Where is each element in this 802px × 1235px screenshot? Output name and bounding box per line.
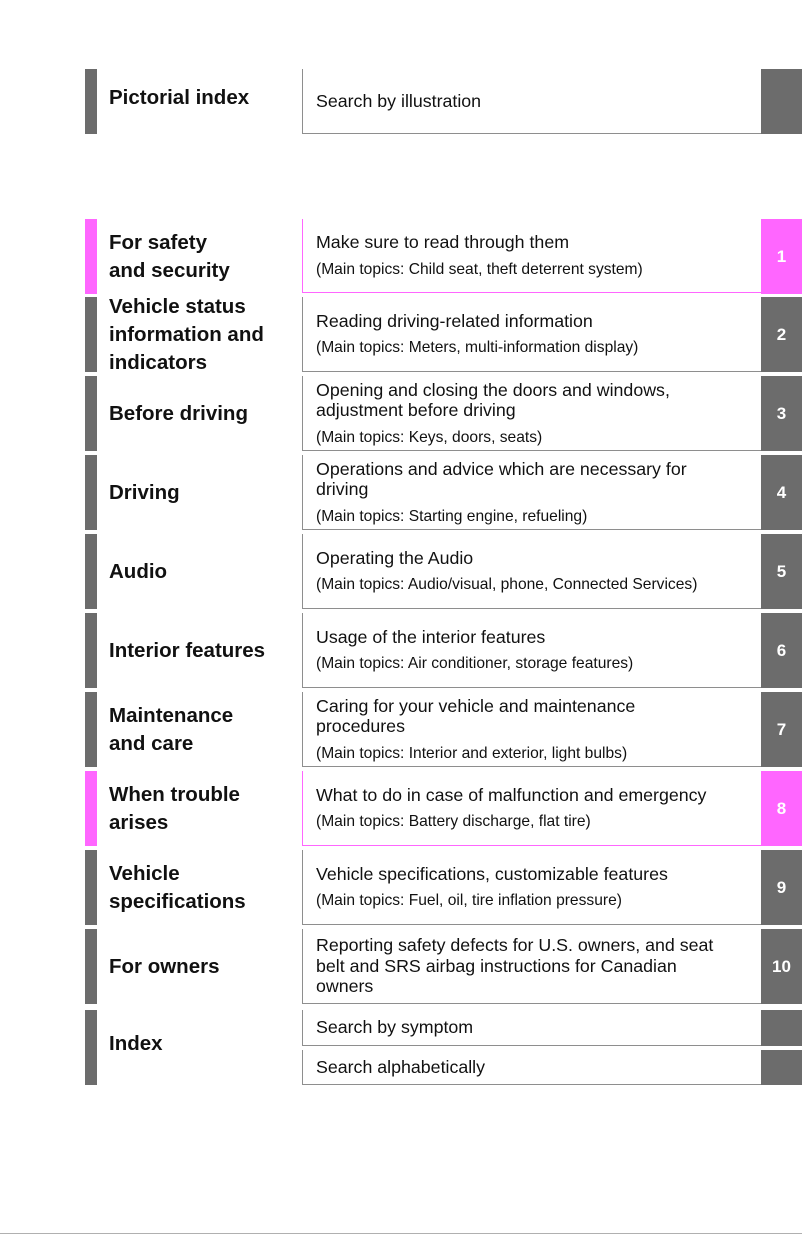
chapter-main-topics: (Main topics: Air conditioner, storage features) bbox=[316, 655, 634, 673]
chapter-description-main: Make sure to read through them bbox=[316, 232, 570, 253]
chapter-description-main: Caring for your vehicle and maintenance procedures bbox=[316, 695, 636, 736]
chapter-description-main: Operating the Audio bbox=[316, 547, 474, 568]
chapter-description[interactable] bbox=[302, 534, 761, 609]
chapter-label: Before driving bbox=[109, 401, 248, 425]
chapter-tab-8[interactable]: 8 bbox=[761, 771, 802, 846]
chapter-tab-9[interactable]: 9 bbox=[761, 850, 802, 925]
chapter-main-topics: (Main topics: Starting engine, refueling) bbox=[316, 507, 588, 525]
chapter-description[interactable] bbox=[302, 219, 761, 293]
chapter-description[interactable] bbox=[302, 613, 761, 688]
pictorial-index-label: Pictorial index bbox=[109, 86, 250, 109]
chapter-section-4[interactable] bbox=[0, 455, 802, 530]
chapter-section-9[interactable] bbox=[0, 850, 802, 925]
chapter-tab-2[interactable]: 2 bbox=[761, 297, 802, 372]
chapter-description-main: Opening and closing the doors and windows, adjustment before driving bbox=[316, 379, 670, 420]
chapter-label: Audio bbox=[109, 559, 168, 583]
section-bar bbox=[85, 1010, 97, 1085]
chapter-description[interactable] bbox=[302, 455, 761, 530]
chapter-section-5[interactable] bbox=[0, 534, 802, 609]
chapter-description-main: What to do in case of malfunction and emergency bbox=[316, 784, 707, 805]
chapter-main-topics: (Main topics: Child seat, theft deterrent system) bbox=[316, 260, 643, 278]
chapter-tab-7[interactable]: 7 bbox=[761, 692, 802, 767]
chapter-section-10[interactable] bbox=[0, 929, 802, 1004]
chapter-bar bbox=[85, 613, 97, 688]
description-text: Search by illustration bbox=[316, 90, 482, 111]
chapter-description[interactable] bbox=[302, 771, 761, 846]
index-item-alphabetical[interactable] bbox=[302, 1050, 761, 1085]
pictorial-index-description[interactable] bbox=[302, 69, 761, 134]
pictorial-index-tab[interactable] bbox=[761, 69, 802, 134]
chapter-label: When trouble arises bbox=[109, 782, 240, 834]
chapter-main-topics: (Main topics: Audio/visual, phone, Connected Services) bbox=[316, 576, 698, 594]
chapter-main-topics: (Main topics: Meters, multi-information display) bbox=[316, 339, 639, 357]
chapter-tab-6[interactable]: 6 bbox=[761, 613, 802, 688]
chapter-description[interactable] bbox=[302, 692, 761, 767]
index-tab[interactable] bbox=[761, 1050, 802, 1085]
index-item-label: Search by symptom bbox=[316, 1017, 474, 1038]
chapter-section-2[interactable] bbox=[0, 294, 802, 374]
chapter-bar bbox=[85, 850, 97, 925]
chapter-description[interactable] bbox=[302, 376, 761, 451]
chapter-bar bbox=[85, 534, 97, 609]
chapter-bar bbox=[85, 455, 97, 530]
chapter-main-topics: (Main topics: Interior and exterior, light bulbs) bbox=[316, 744, 628, 762]
chapter-bar bbox=[85, 219, 97, 294]
chapter-label: Interior features bbox=[109, 638, 266, 662]
chapter-description[interactable] bbox=[302, 929, 761, 1004]
chapter-tab-1[interactable]: 1 bbox=[761, 219, 802, 294]
chapter-bar bbox=[85, 771, 97, 846]
chapter-section-1[interactable] bbox=[0, 219, 802, 294]
chapter-description-main: Reporting safety defects for U.S. owners, and seat belt and SRS airbag instructions for Canadian owners bbox=[316, 935, 714, 997]
index-item-symptom[interactable] bbox=[302, 1010, 761, 1046]
chapter-tab-5[interactable]: 5 bbox=[761, 534, 802, 609]
index-item-label: Search alphabetically bbox=[316, 1056, 486, 1077]
chapter-label: Vehicle status information and indicators bbox=[109, 294, 264, 374]
chapter-label: For owners bbox=[109, 954, 220, 978]
chapter-main-topics: (Main topics: Fuel, oil, tire inflation pressure) bbox=[316, 892, 622, 910]
chapter-description-main: Usage of the interior features bbox=[316, 626, 546, 647]
chapter-label: For safety and security bbox=[109, 230, 230, 282]
chapter-label: Vehicle specifications bbox=[109, 861, 246, 913]
chapter-label: Maintenance and care bbox=[109, 703, 234, 755]
chapter-bar bbox=[85, 297, 97, 372]
chapter-bar bbox=[85, 376, 97, 451]
chapter-section-3[interactable] bbox=[0, 376, 802, 451]
chapter-description[interactable] bbox=[302, 297, 761, 372]
chapter-description-main: Operations and advice which are necessary for driving bbox=[316, 458, 687, 499]
chapter-description-main: Vehicle specifications, customizable features bbox=[316, 863, 668, 884]
chapter-section-8[interactable] bbox=[0, 771, 802, 846]
index-section[interactable] bbox=[0, 1010, 802, 1085]
chapter-tab-4[interactable]: 4 bbox=[761, 455, 802, 530]
pictorial-index-section[interactable] bbox=[0, 69, 802, 134]
chapter-section-6[interactable] bbox=[0, 613, 802, 688]
section-bar bbox=[85, 69, 97, 134]
index-label: Index bbox=[109, 1032, 163, 1055]
chapter-description[interactable] bbox=[302, 850, 761, 925]
chapter-tab-3[interactable]: 3 bbox=[761, 376, 802, 451]
chapter-label: Driving bbox=[109, 480, 180, 504]
footer-divider bbox=[0, 1233, 802, 1234]
index-tab[interactable] bbox=[761, 1010, 802, 1046]
chapter-section-7[interactable] bbox=[0, 692, 802, 767]
chapter-tab-10[interactable]: 10 bbox=[761, 929, 802, 1004]
chapter-main-topics: (Main topics: Battery discharge, flat tire) bbox=[316, 813, 591, 831]
chapter-main-topics: (Main topics: Keys, doors, seats) bbox=[316, 428, 543, 446]
chapter-bar bbox=[85, 929, 97, 1004]
chapter-description-main: Reading driving-related information bbox=[316, 310, 593, 331]
chapter-bar bbox=[85, 692, 97, 767]
